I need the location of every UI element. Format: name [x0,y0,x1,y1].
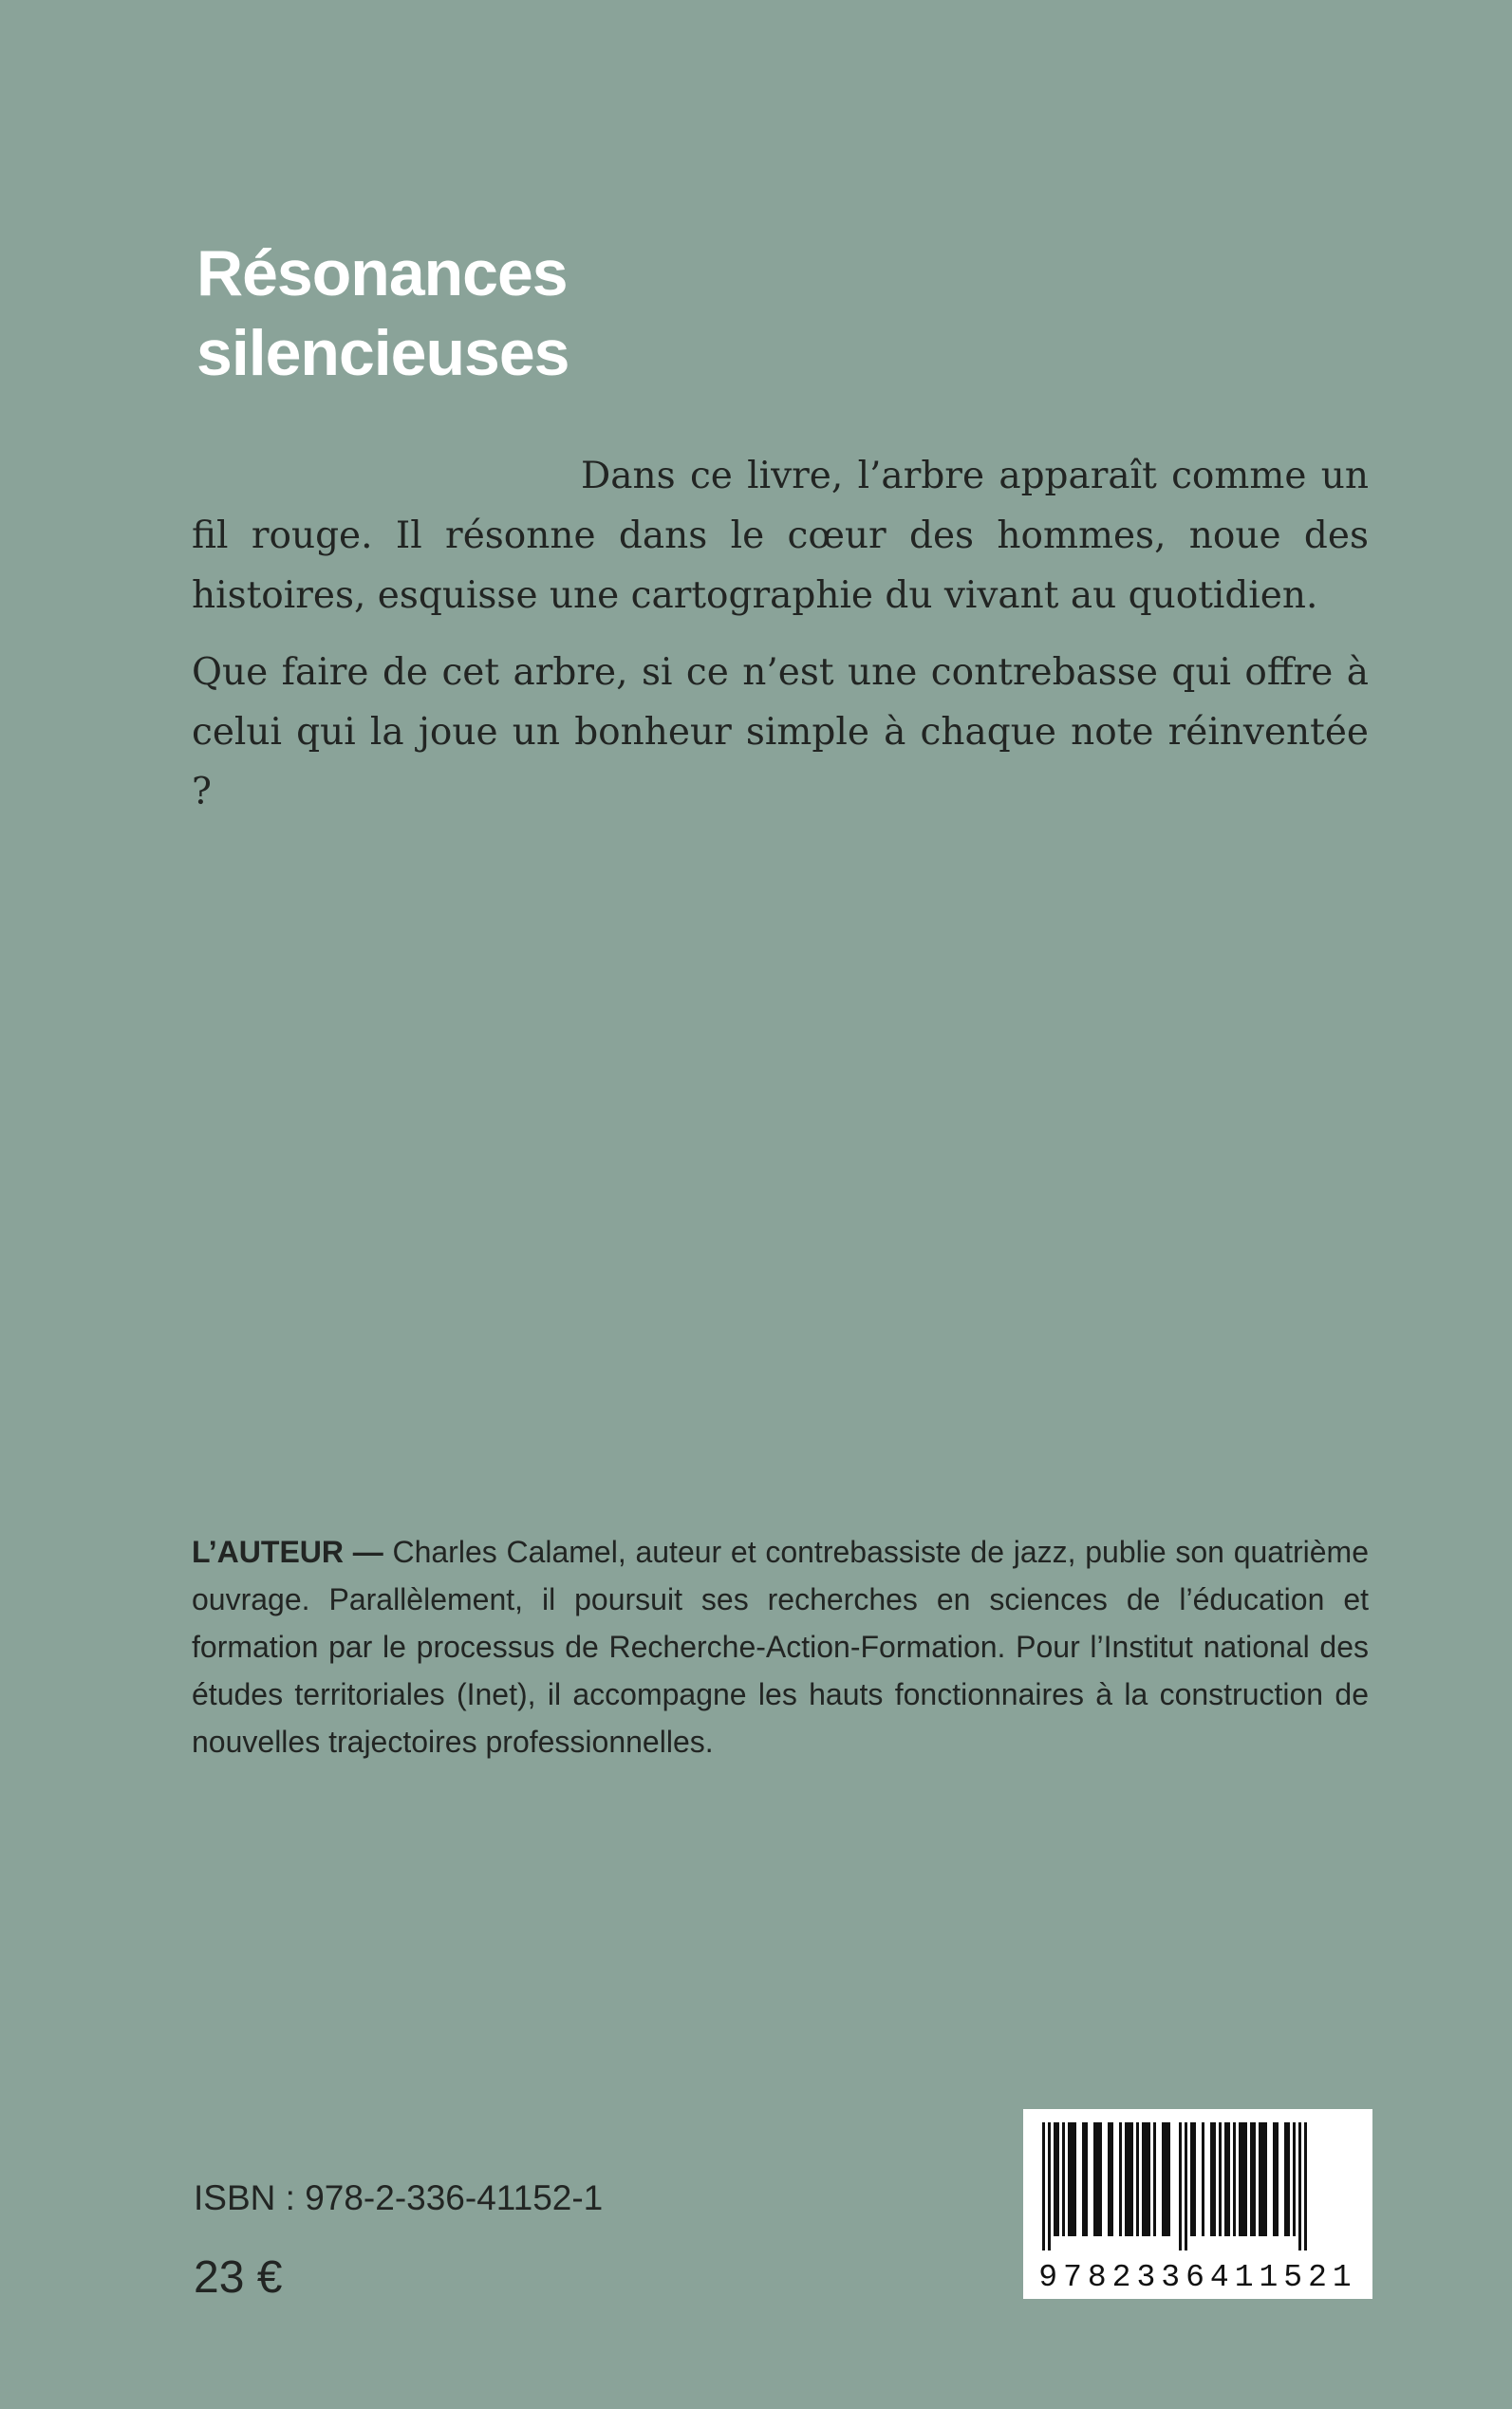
barcode-bar [1298,2122,1301,2250]
isbn: ISBN : 978-2-336-41152-1 [194,2178,604,2217]
book-title [196,233,861,393]
book-title-line-2: silencieuses [196,316,569,389]
barcode-bar [1293,2122,1296,2236]
barcode-bar [1142,2122,1150,2236]
author-label: L’AUTEUR — [192,1535,383,1569]
barcode-bar [1273,2122,1279,2236]
barcode-bar [1202,2122,1204,2236]
barcode-bar [1108,2122,1113,2236]
author-text: Charles Calamel, auteur et contrebassiste de jazz, publie son quatrième ouvrage. Parallèlement, il poursuit ses recherches en sciences de l’éducation et formation par le processus de Recherche-Action-Formation. Pour l’Institut national des études territoriales (Inet), il accompagne les hauts fonctionnaires à la construction de nouvelles trajectoires professionnelles. [192,1535,1370,1759]
barcode-bar [1210,2122,1216,2236]
price: 23 € [194,2252,283,2303]
barcode-bar [1233,2122,1236,2236]
barcode-bar [1239,2122,1247,2236]
barcode-bar [1284,2122,1290,2236]
barcode-bar [1048,2122,1051,2250]
book-title-line-1: Résonances [196,236,568,309]
barcode-bar [1250,2122,1256,2236]
barcode-bar [1162,2122,1170,2236]
blurb-paragraph-2: Que faire de cet arbre, si ce n’est une contrebasse qui offre à celui qui la joue un bonheur simple à chaque note réinventée ? [192,651,1369,813]
barcode-bar [1082,2122,1088,2236]
barcode-bar [1179,2122,1182,2250]
barcode-number: 9782336411521 [1038,2260,1357,2295]
barcode-bar [1054,2122,1059,2236]
barcode-bar [1125,2122,1133,2236]
barcode [1023,2109,1372,2299]
barcode-bar [1068,2122,1076,2236]
barcode-bar [1093,2122,1102,2236]
barcode-bar [1259,2122,1267,2236]
book-blurb [192,446,1369,839]
barcode-bar [1153,2122,1156,2236]
barcode-bar [1119,2122,1122,2236]
barcode-bar [1136,2122,1139,2236]
author-bio [192,1528,1369,1765]
blurb-paragraph-1: Dans ce livre, l’arbre apparaît comme un fil rouge. Il résonne dans le cœur des hommes, noue des histoires, esquisse une cartographie du vivant au quotidien. [192,455,1369,617]
barcode-bar [1304,2122,1307,2250]
barcode-bars [1042,2122,1353,2250]
barcode-bar [1042,2122,1045,2250]
barcode-bar [1224,2122,1230,2236]
barcode-bar [1185,2122,1187,2250]
barcode-bar [1190,2122,1196,2236]
barcode-bar [1062,2122,1065,2236]
barcode-bar [1219,2122,1222,2236]
